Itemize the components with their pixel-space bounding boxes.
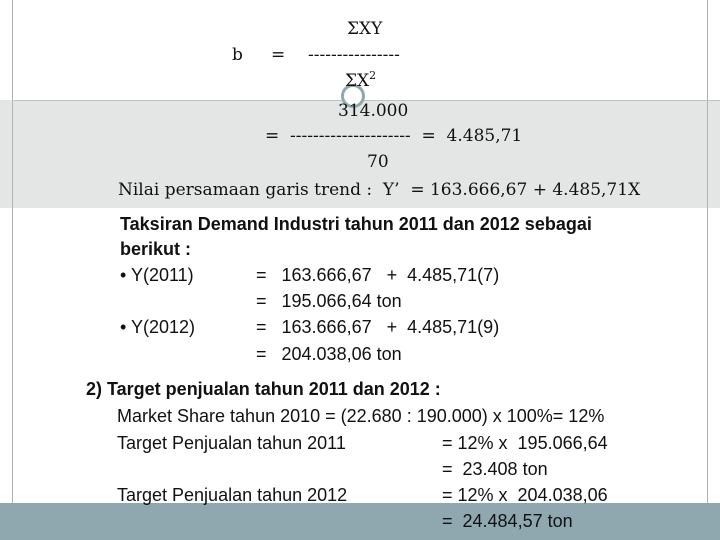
value-numerator: 314.000 [338, 101, 409, 121]
target-row-value: = 24.484,57 ton [442, 511, 573, 531]
demand-heading-line2: berikut : [120, 239, 192, 259]
trend-equation: Nilai persamaan garis trend : Y’ = 163.666,67 + 4.485,71X [118, 180, 641, 200]
left-border-line [12, 0, 13, 503]
target-row-label: Target Penjualan tahun 2012 [117, 485, 348, 505]
right-border-line [707, 0, 708, 503]
demand-row-value: = 163.666,67 + 4.485,71(7) [256, 265, 500, 285]
demand-row-value: = 204.038,06 ton [256, 344, 402, 364]
formula-denominator: $\Sigma X^2$ [345, 69, 377, 91]
target-row-value: = 12% x 204.038,06 [442, 485, 608, 505]
formula-b-label: b [232, 45, 243, 65]
target-row-label: Target Penjualan tahun 2011 [117, 433, 346, 453]
demand-row-value: = 163.666,67 + 4.485,71(9) [256, 317, 500, 337]
demand-row-label: • Y(2011) [120, 265, 194, 285]
bottom-accent-strip [0, 503, 720, 540]
market-share-line: Market Share tahun 2010 = (22.680 : 190.000) x 100%= 12% [117, 406, 605, 426]
value-denominator: 70 [367, 152, 389, 172]
demand-row-label: • Y(2012) [120, 317, 196, 337]
target-heading: 2) Target penjualan tahun 2011 dan 2012 : [86, 379, 441, 399]
target-row-value: = 12% x 195.066,64 [442, 433, 608, 453]
target-row-value: = 23.408 ton [442, 459, 548, 479]
demand-heading-line1: Taksiran Demand Industri tahun 2011 dan 2012 sebagai [120, 214, 592, 234]
formula-numerator: ΣXY [347, 19, 383, 39]
value-result-line: = --------------------- = 4.485,71 [265, 126, 523, 146]
formula-equals: = [271, 45, 286, 65]
formula-fraction-bar: ---------------- [308, 45, 400, 65]
demand-row-value: = 195.066,64 ton [256, 291, 402, 311]
